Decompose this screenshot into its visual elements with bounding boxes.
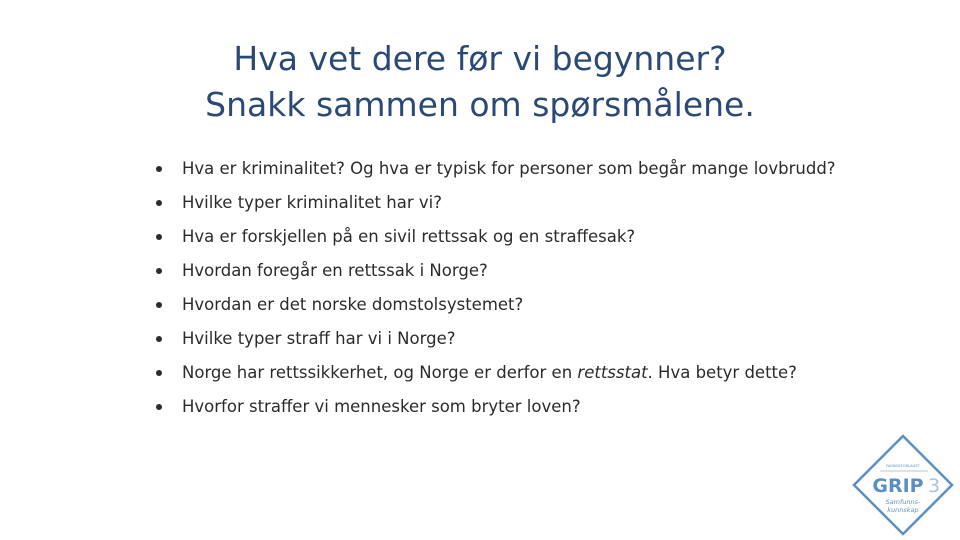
bullet-icon: [156, 268, 162, 274]
list-item: [148, 254, 848, 288]
title-line-2: Snakk sammen om spørsmålene.: [205, 85, 755, 124]
list-item: [148, 186, 848, 220]
question-text: Hvordan er det norske domstolsystemet?: [182, 295, 524, 314]
question-text: Hvilke typer kriminalitet har vi?: [182, 193, 442, 212]
list-item: [148, 288, 848, 322]
bullet-icon: [156, 336, 162, 342]
question-text-end: . Hva betyr dette?: [647, 363, 797, 382]
question-list: [148, 152, 848, 424]
list-item: [148, 390, 848, 424]
question-text-start: Norge har rettssikkerhet, og Norge er derfor en: [182, 363, 578, 382]
question-text-italic: rettsstat: [577, 363, 648, 382]
bullet-icon: [156, 166, 162, 172]
title-line-1: Hva vet dere før vi begynner?: [233, 39, 727, 78]
question-text: Hvorfor straffer vi mennesker som bryter loven?: [182, 397, 581, 416]
list-item: [148, 220, 848, 254]
bullet-icon: [156, 200, 162, 206]
list-item: [148, 152, 848, 186]
logo-number: 3: [927, 475, 941, 497]
bullet-icon: [156, 404, 162, 410]
bullet-icon: [156, 234, 162, 240]
grip-logo: [852, 434, 954, 536]
list-item: [148, 356, 848, 390]
question-text: Hvilke typer straff har vi i Norge?: [182, 329, 456, 348]
bullet-icon: [156, 302, 162, 308]
logo-brand: GRIP: [872, 475, 924, 497]
list-item: [148, 322, 848, 356]
logo-caption: FAGBOKFORLAGET: [886, 464, 920, 468]
logo-subject-1: Samfunns-: [885, 498, 921, 506]
slide-title: [0, 36, 960, 128]
bullet-icon: [156, 370, 162, 376]
logo-subject-2: kunnskap: [887, 506, 919, 514]
question-text: Hva er kriminalitet? Og hva er typisk for personer som begår mange lovbrudd?: [182, 159, 836, 178]
question-text: Hva er forskjellen på en sivil rettssak og en straffesak?: [182, 227, 636, 246]
question-text: Hvordan foregår en rettssak i Norge?: [182, 261, 488, 280]
